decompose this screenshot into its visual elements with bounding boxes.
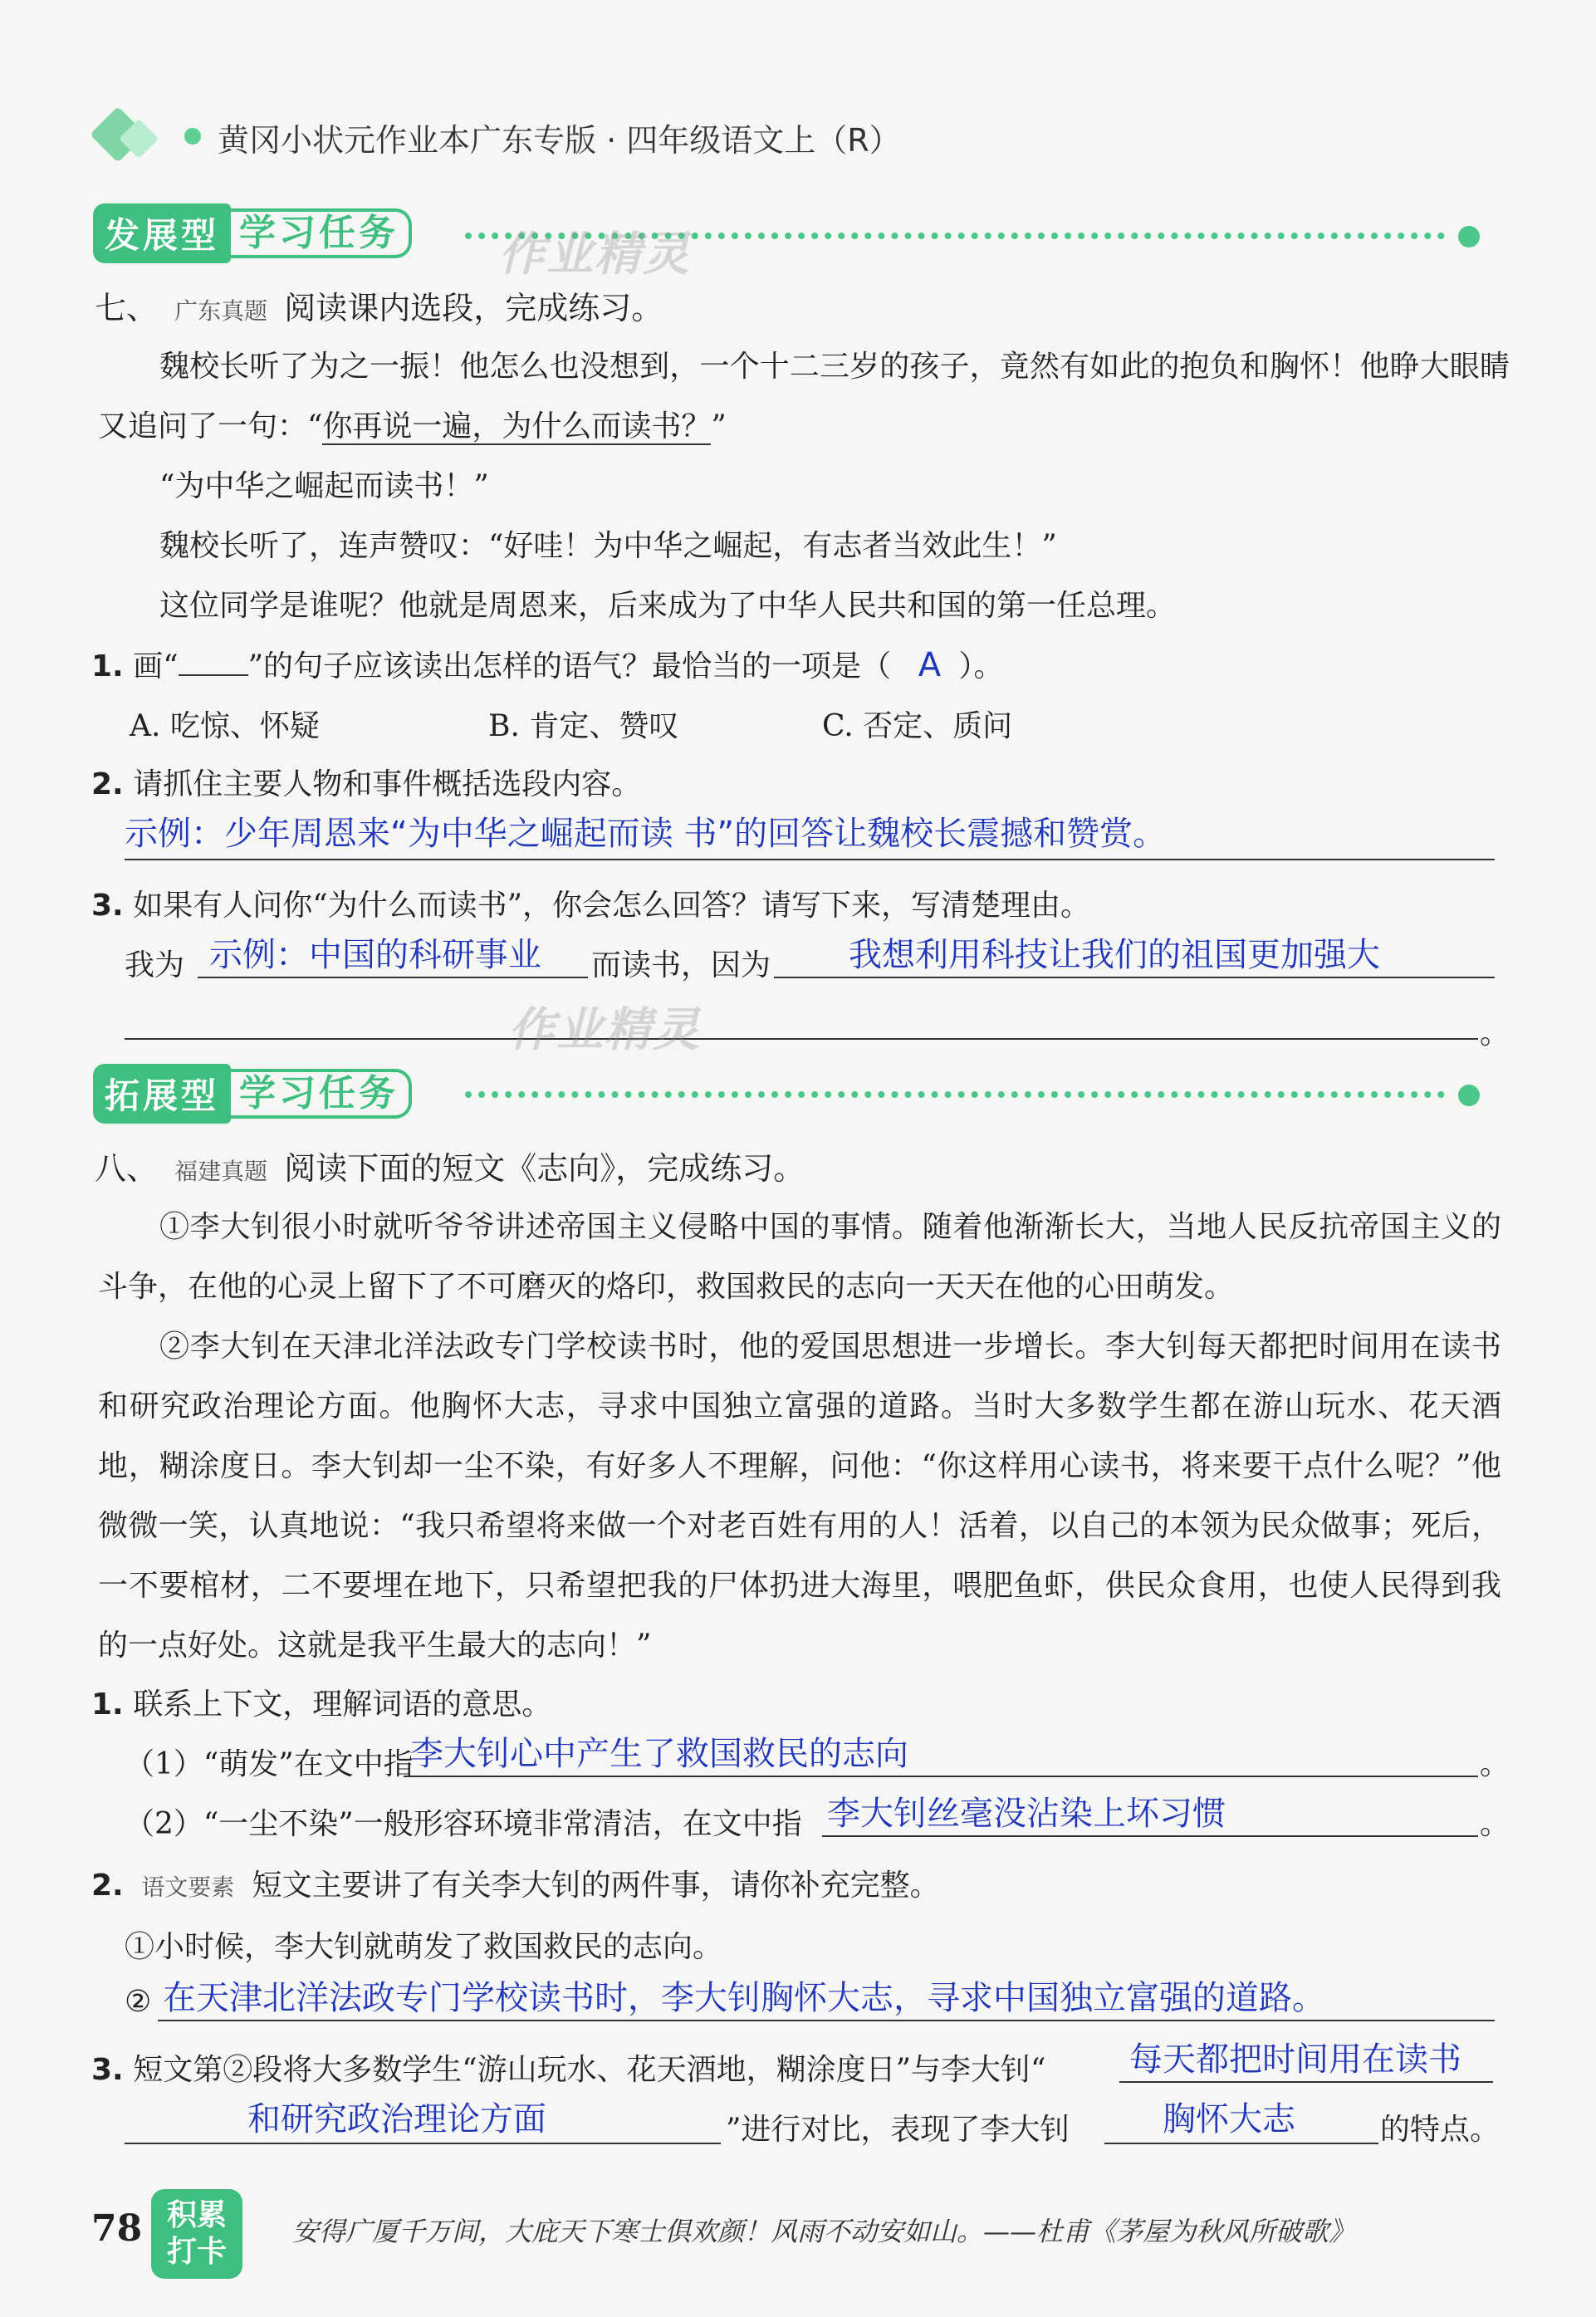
source-tag: 福建真题 xyxy=(174,1158,268,1185)
s2-q3-answer1[interactable]: 每天都把时间用在读书 xyxy=(1129,2040,1461,2079)
question-number: 2. xyxy=(91,767,124,801)
section-banner-development xyxy=(93,206,412,261)
question-text: 如果有人问你“为什么而读书”，你会怎么回答？请写下来，写清楚理由。 xyxy=(133,889,1090,923)
s2-q2 xyxy=(91,1862,940,1904)
passage-paragraph: “为中华之崛起而读书！” xyxy=(159,469,489,503)
footer-quote: 安得广厦千万间，大庇天下寒士俱欢颜！风雨不动安如山。——杜甫《茅屋为秋风所破歌》 xyxy=(292,2216,1356,2247)
accumulate-badge xyxy=(151,2189,242,2279)
s2-q1 xyxy=(91,1681,551,1723)
source-tag: 广东真题 xyxy=(174,297,268,325)
passage-paragraph: ①李大钊很小时就听爷爷讲述帝国主义侵略中国的事情。随着他渐渐长大，当地人民反抗帝国主义的斗争，在他的心灵上留下了不可磨灭的烙印，救国救民的志向一天天在他的心田萌发。 xyxy=(98,1210,1501,1304)
s2-q3-end: 的特点。 xyxy=(1380,2113,1501,2147)
question-number: 1. xyxy=(91,1688,124,1722)
passage-two xyxy=(98,1198,1501,1676)
s2-q2-item2-marker: ② xyxy=(125,1985,152,2019)
answer-line xyxy=(1104,2143,1378,2144)
answer-line xyxy=(198,977,588,978)
badge-line: 积累 xyxy=(166,2198,227,2232)
question-number: 八、 xyxy=(95,1150,159,1187)
question-text: ”的句子应该读出怎样的语气？最恰当的一项是（ xyxy=(247,649,891,683)
answer-line xyxy=(1119,2081,1493,2083)
period: 。 xyxy=(1480,1807,1510,1841)
banner-end-dot-icon xyxy=(1458,226,1480,247)
instruction: 阅读课内选段，完成练习。 xyxy=(284,290,663,326)
question-text: 短文第②段将大多数学生“游山玩水、花天酒地，糊涂度日”与李大钊“ xyxy=(133,2053,1046,2087)
s1-q1-option-c: C. 否定、质问 xyxy=(822,709,1013,743)
s1-q3-middle: 而读书，因为 xyxy=(591,948,771,982)
s2-q1-sub1-answer[interactable]: 李大钊心中产生了救国救民的志向 xyxy=(410,1735,908,1773)
section-title-seven xyxy=(95,282,663,328)
s2-q1-sub1-prefix: （1）“萌发”在文中指 xyxy=(125,1747,414,1781)
question-number: 3. xyxy=(91,2053,124,2087)
answer-line xyxy=(822,1835,1478,1837)
s2-q3-answer2[interactable]: 胸怀大志 xyxy=(1163,2100,1295,2138)
header-bullet-icon xyxy=(184,128,201,145)
underline-sample xyxy=(179,674,248,676)
banner-type-label: 拓展型 xyxy=(93,1064,231,1124)
answer-choice[interactable]: A xyxy=(918,646,942,684)
passage-paragraph: ②李大钊在天津北洋法政专门学校读书时，他的爱国思想进一步增长。李大钊每天都把时间用在读书和研究政治理论方面。他胸怀大志，寻求中国独立富强的道路。当时大多数学生都在游山玩水、花天酒地，糊涂度日。李大钊却一尘不染，有好多人不理解，问他：“你这样用心读书，将来要干点什么呢？”他微微一笑，认真地说：“我只希望将来做一个对老百姓有用的人！活着，以自己的本领为民众做事；死后，一不要棺材，二不要埋在地下，只希望把我的尸体扔进大海里，喂肥鱼虾，供民众食用，也使人民得到我的一点好处。这就是我平生最大的志向！” xyxy=(98,1330,1501,1663)
question-text: ）。 xyxy=(958,649,1004,683)
s1-q1-option-b: B. 肯定、赞叹 xyxy=(488,709,679,743)
s2-q3-middle: ”进行对比，表现了李大钊 xyxy=(726,2113,1070,2147)
question-text: 画“ xyxy=(133,649,179,683)
s2-q3-answer1b[interactable]: 和研究政治理论方面 xyxy=(247,2100,546,2138)
s1-q3-end: 。 xyxy=(1480,1016,1510,1051)
passage-text: 魏校长听了为之一振！他怎么也没想到，一个十二三岁的孩子，竟然有如此的抱负和胸怀！他睁大眼睛又追问了一句：“你再说一遍，为什么而读书？” xyxy=(98,350,1510,443)
section-title-eight xyxy=(95,1143,805,1188)
s2-q3 xyxy=(91,2046,1045,2089)
question-number: 1. xyxy=(91,649,124,683)
watermark: 作业精灵 xyxy=(498,228,691,282)
badge-line: 打卡 xyxy=(166,2235,227,2269)
answer-line xyxy=(125,859,1495,860)
answer-line xyxy=(774,977,1495,978)
passage-one xyxy=(98,337,1510,636)
banner-end-dot-icon xyxy=(1458,1085,1480,1106)
answer-line xyxy=(125,1038,1478,1040)
s1-q2-answer[interactable]: 示例：少年周恩来“为中华之崛起而读 书”的回答让魏校长震撼和赞赏。 xyxy=(125,815,1167,853)
section-banner-extension xyxy=(93,1066,412,1121)
question-text: 联系上下文，理解词语的意思。 xyxy=(133,1688,552,1722)
instruction: 阅读下面的短文《志向》，完成练习。 xyxy=(284,1150,805,1187)
s1-q3-answer1[interactable]: 示例：中国的科研事业 xyxy=(209,936,541,974)
page-number: 78 xyxy=(91,2207,143,2250)
page-header-title: 黄冈小状元作业本广东专版 · 四年级语文上（R） xyxy=(218,122,901,159)
banner-task-label: 学习任务 xyxy=(229,1069,412,1119)
watermark: 作业精灵 xyxy=(508,1003,701,1057)
s1-q3-prefix: 我为 xyxy=(125,948,185,982)
banner-dotted-line xyxy=(465,1091,1445,1105)
s1-q3 xyxy=(91,882,1090,924)
s1-q1 xyxy=(91,643,1003,685)
question-number: 3. xyxy=(91,889,124,923)
passage-paragraph: 这位同学是谁呢？他就是周恩来，后来成为了中华人民共和国的第一任总理。 xyxy=(159,589,1177,623)
answer-line xyxy=(158,2020,1495,2021)
s1-q2 xyxy=(91,761,641,803)
question-text: 短文主要讲了有关李大钊的两件事，请你补充完整。 xyxy=(252,1869,940,1903)
answer-line xyxy=(125,2143,721,2144)
banner-task-label: 学习任务 xyxy=(229,208,412,258)
s2-q2-item1: ①小时候，李大钊就萌发了救国救民的志向。 xyxy=(125,1930,723,1964)
s2-q1-sub2-answer[interactable]: 李大钊丝毫没沾染上坏习惯 xyxy=(827,1795,1226,1833)
passage-paragraph: 魏校长听了，连声赞叹：“好哇！为中华之崛起，有志者当效此生！” xyxy=(159,529,1057,563)
s2-q2-item2-answer[interactable]: 在天津北洋法政专门学校读书时，李大钊胸怀大志，寻求中国独立富强的道路。 xyxy=(163,1979,1325,2017)
banner-type-label: 发展型 xyxy=(93,203,231,263)
question-number: 七、 xyxy=(95,290,159,326)
s1-q3-answer2[interactable]: 我想利用科技让我们的祖国更加强大 xyxy=(849,936,1380,974)
passage-paragraph xyxy=(98,337,1510,457)
underlined-sentence: 你再说一遍，为什么而读书？ xyxy=(322,409,712,443)
s2-q1-sub2-prefix: （2）“一尘不染”一般形容环境非常清洁，在文中指 xyxy=(125,1807,802,1841)
s1-q1-option-a: A. 吃惊、怀疑 xyxy=(130,709,320,743)
element-tag: 语文要素 xyxy=(141,1874,235,1901)
answer-line xyxy=(404,1776,1478,1777)
question-text: 请抓住主要人物和事件概括选段内容。 xyxy=(133,767,642,801)
question-number: 2. xyxy=(91,1869,124,1903)
period: 。 xyxy=(1480,1747,1510,1781)
